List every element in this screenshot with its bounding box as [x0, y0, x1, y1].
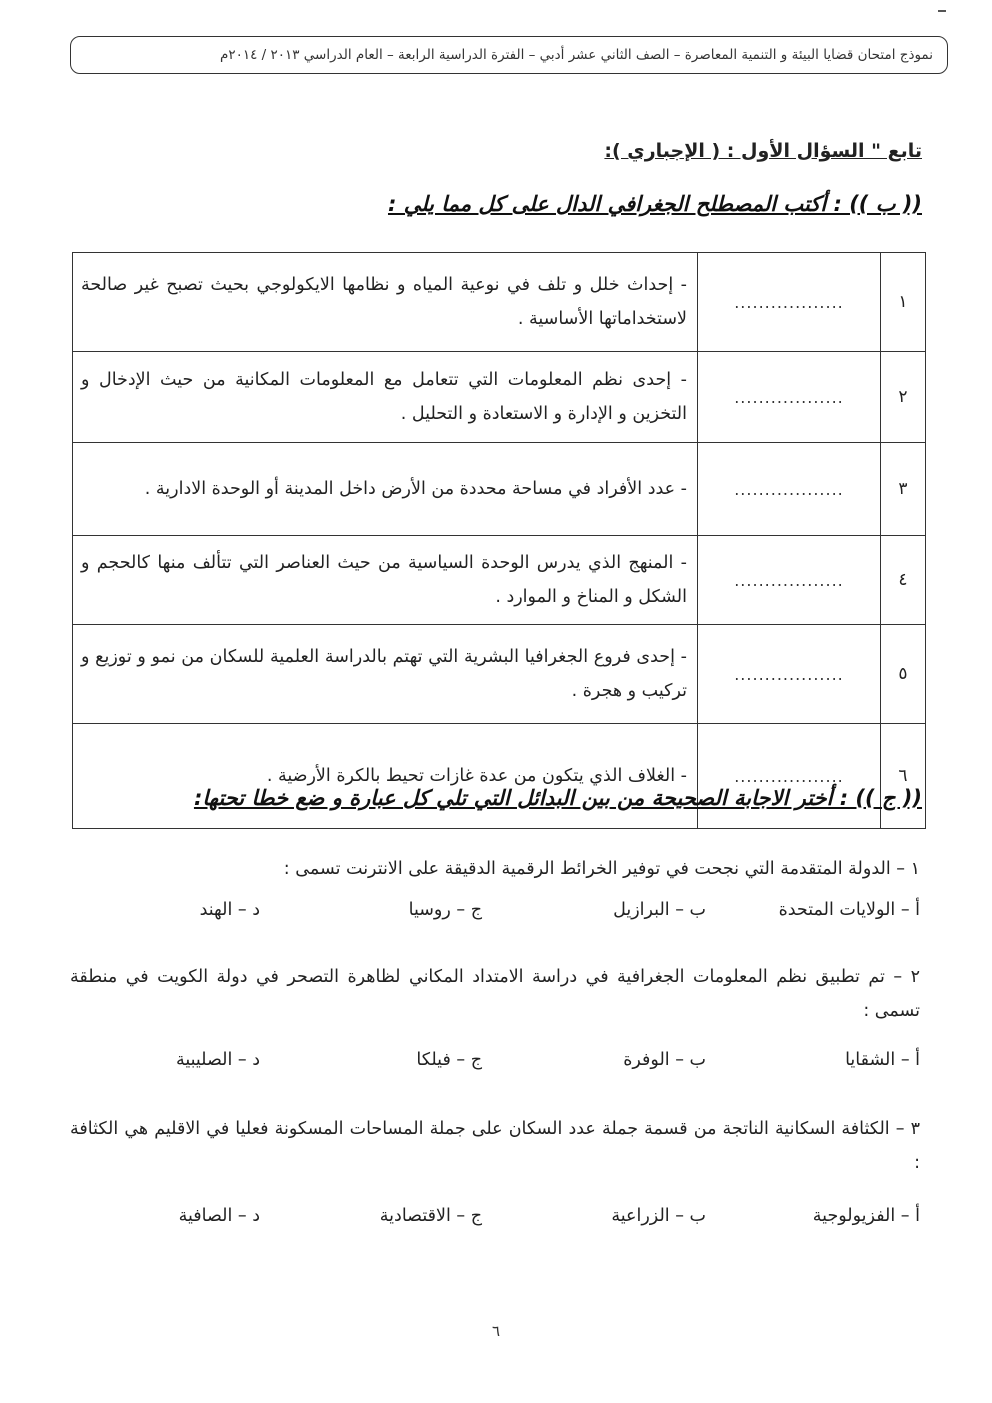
table-row	[73, 724, 926, 829]
row-number: ٣	[881, 443, 926, 536]
mcq-options-1	[70, 900, 920, 930]
option-d[interactable]: د – الصليبية	[175, 1050, 260, 1070]
row-number: ٢	[881, 352, 926, 443]
option-a[interactable]: أ – الولايات المتحدة	[778, 900, 920, 920]
answer-blank[interactable]: ..................	[698, 625, 881, 724]
row-number: ٤	[881, 536, 926, 625]
term-definition: - عدد الأفراد في مساحة محددة من الأرض داخل المدينة أو الوحدة الادارية .	[73, 443, 698, 536]
table-row	[73, 253, 926, 352]
option-a[interactable]: أ – الشقايا	[845, 1050, 920, 1070]
term-definition: - إحدى نظم المعلومات التي تتعامل مع المعلومات المكانية من حيث الإدخال و التخزين و الإدارة و الاستعادة و التحليل .	[73, 352, 698, 443]
option-d[interactable]: د – الصافية	[178, 1206, 260, 1226]
answer-blank[interactable]: ..................	[698, 443, 881, 536]
mcq-options-3	[70, 1206, 920, 1236]
answer-blank[interactable]: ..................	[698, 253, 881, 352]
row-number: ١	[881, 253, 926, 352]
header-text: نموذج امتحان قضايا البيئة و التنمية المعاصرة – الصف الثاني عشر أدبي – الفترة الدراسية الرابعة – العام الدراسي ٢٠١٣ / ٢٠١٤م	[219, 47, 933, 63]
row-number: ٦	[881, 724, 926, 829]
answer-blank[interactable]: ..................	[698, 536, 881, 625]
section-c-title: (( ج )) : أختر الاجابة الصحيحة من بين البدائل التي تلي كل عبارة و ضع خطا تحتها:	[193, 786, 922, 810]
mcq-options-2	[70, 1050, 920, 1080]
section-b-title: (( ب )) : أكتب المصطلح الجغرافي الدال على كل مما يلي :	[387, 192, 922, 216]
option-c[interactable]: ج – فيلكا	[416, 1050, 482, 1070]
exam-header	[70, 36, 948, 74]
option-a[interactable]: أ – الفزيولوجية	[812, 1206, 920, 1226]
terms-table	[72, 252, 926, 829]
term-definition: - إحداث خلل و تلف في نوعية المياه و نظامها الايكولوجي بحيث تصبح غير صالحة لاستخداماتها الأساسية .	[73, 253, 698, 352]
question-title: تابع " السؤال الأول : ( الإجباري ):	[604, 140, 922, 162]
option-c[interactable]: ج – الاقتصادية	[379, 1206, 482, 1226]
term-definition: - الغلاف الذي يتكون من عدة غازات تحيط بالكرة الأرضية .	[73, 724, 698, 829]
option-b[interactable]: ب – البرازيل	[613, 900, 706, 920]
term-definition: - إحدى فروع الجغرافيا البشرية التي تهتم بالدراسة العلمية للسكان من نمو و توزيع و تركيب و هجرة .	[73, 625, 698, 724]
mcq-question-1: ١ – الدولة المتقدمة التي نجحت في توفير الخرائط الرقمية الدقيقة على الانترنت تسمى :	[283, 859, 920, 879]
row-number: ٥	[881, 625, 926, 724]
page-number: ٦	[492, 1322, 501, 1340]
term-definition: - المنهج الذي يدرس الوحدة السياسية من حيث العناصر التي تتألف منها كالحجم و الشكل و المناخ و الموارد .	[73, 536, 698, 625]
table-row	[73, 352, 926, 443]
mcq-question-3: ٣ – الكثافة السكانية الناتجة من قسمة جملة عدد السكان على جملة المساحات المسكونة فعليا في الاقليم هي الكثافة :	[70, 1119, 920, 1173]
option-b[interactable]: ب – الزراعية	[611, 1206, 706, 1226]
answer-blank[interactable]: ..................	[698, 352, 881, 443]
option-b[interactable]: ب – الوفرة	[623, 1050, 706, 1070]
option-c[interactable]: ج – روسيا	[408, 900, 482, 920]
table-row	[73, 536, 926, 625]
answer-blank[interactable]: ..................	[698, 724, 881, 829]
table-row	[73, 625, 926, 724]
option-d[interactable]: د – الهند	[199, 900, 260, 920]
table-row	[73, 443, 926, 536]
corner-mark	[938, 10, 946, 12]
mcq-question-2: ٢ – تم تطبيق نظم المعلومات الجغرافية في دراسة الامتداد المكاني لظاهرة التصحر في دولة الكويت في منطقة تسمى :	[70, 967, 920, 1021]
